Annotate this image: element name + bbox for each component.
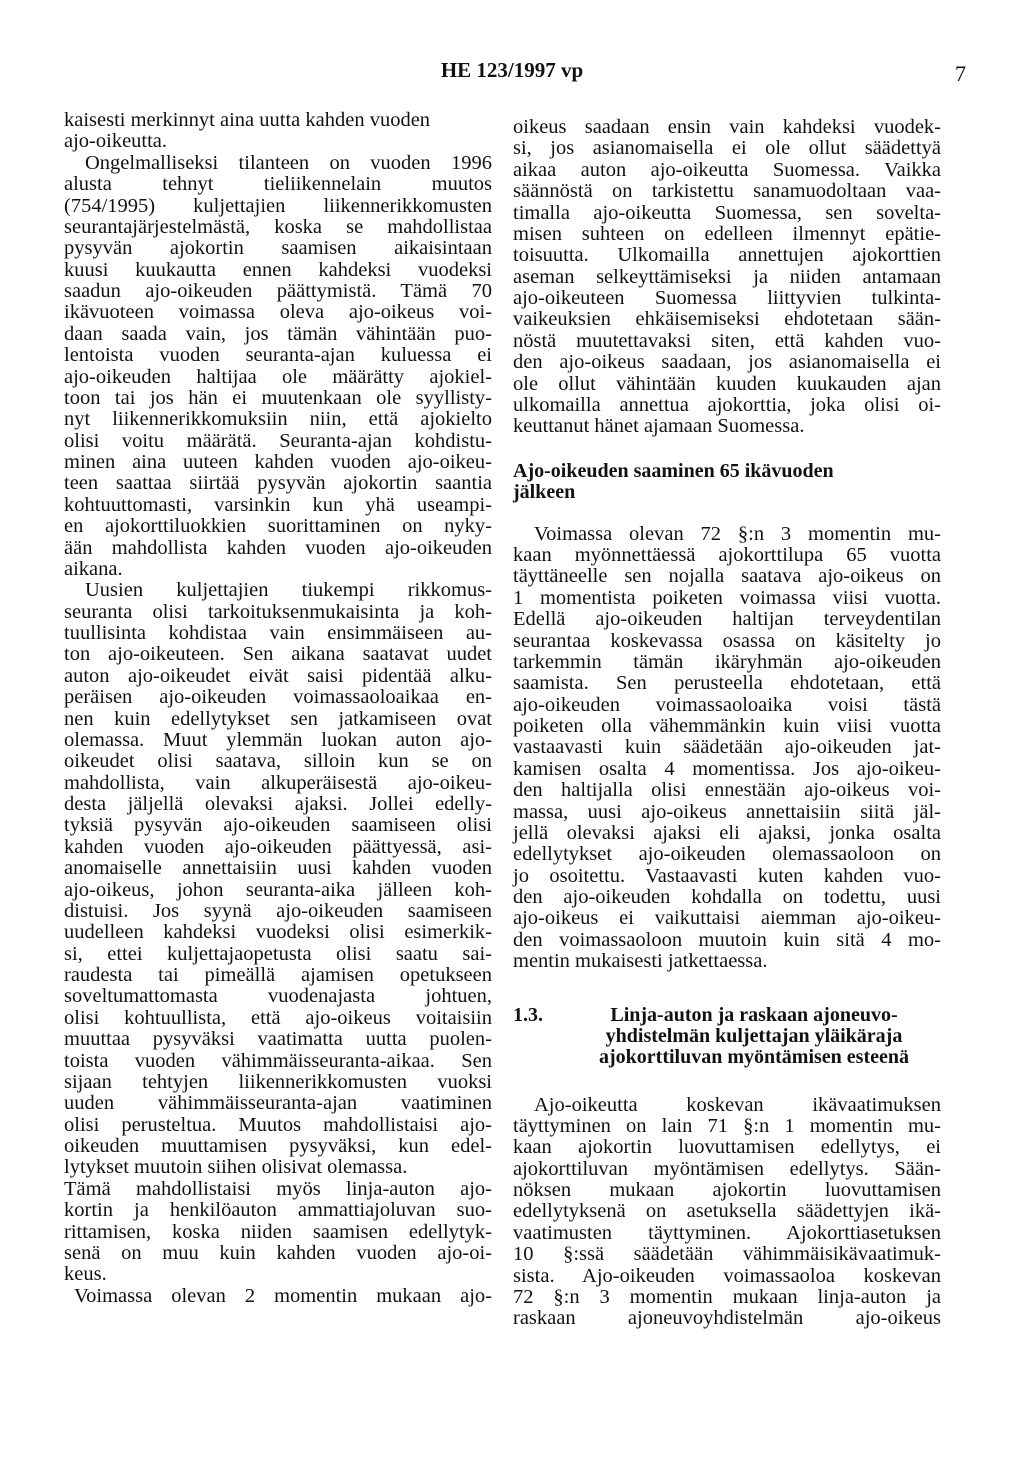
text-line: kaan myönnettäessä ajokorttilupa 65 vuotta — [513, 544, 941, 566]
text-line: tuullisinta kohdistaa vain ensimmäiseen au- — [64, 622, 492, 644]
text-line: kaan ajokortin luovuttamisen edellytys, ei — [513, 1136, 941, 1159]
text-line: edellytyksenä on asetuksella säädettyjen ikä- — [513, 1200, 941, 1223]
text-line: mahdollista, vain alkuperäisestä ajo-oikeu- — [64, 771, 492, 794]
text-line: ajokorttiluvan myöntämisen edellytys. Sään- — [513, 1157, 941, 1180]
paragraph-age-requirement — [513, 1095, 941, 1330]
text-line: toista vuoden vähimmäisseuranta-aikaa. Sen — [64, 1049, 492, 1072]
text-line: ajo-oikeuden haltijaa ole määrätty ajokiel- — [64, 365, 492, 388]
text-line: ajo-oikeuteen Suomessa liittyvien tulkinta- — [513, 287, 941, 309]
text-line: timalla ajo-oikeutta Suomessa, sen soveltа- — [513, 201, 941, 224]
text-line: misen suhteen on edelleen ilmennyt epätie- — [513, 222, 941, 245]
text-line: den ajo-oikeus saadaan, jos asianomaisella ei — [513, 351, 941, 374]
text-line: nen kuin edellytykset sen jatkamiseen ovat — [64, 707, 492, 730]
text-line: alusta tehnyt tieliikennelain muutos — [64, 173, 492, 196]
text-line: vastaavasti kuin säädetään ajo-oikeuden jat- — [513, 736, 941, 759]
text-line: edellytykset ajo-oikeuden olemassaoloon on — [513, 843, 941, 866]
text-line: kohtuuttomasti, varsinkin kun yhä useampi- — [64, 493, 492, 516]
text-line: aikana. — [64, 557, 123, 580]
text-line: nyt liikennerikkomuksiin niin, että ajokielto — [64, 408, 492, 431]
text-line: kahden vuoden ajo-oikeuden päättyessä, asi- — [64, 835, 492, 858]
text-line: Tämä mahdollistaisi myös linja-auton ajo- — [64, 1177, 492, 1200]
text-line: keus. — [64, 1263, 107, 1286]
text-line: auton ajo-oikeudet eivät saisi pidentää alku- — [64, 664, 492, 687]
text-line: keuttanut hänet ajamaan Suomessa. — [513, 415, 805, 438]
text-line: ajo-oikeuden voimassaoloaika voisi tästä — [513, 693, 941, 716]
text-line: aikaa auton ajo-oikeutta Suomessa. Vaikka — [513, 158, 941, 181]
text-line: vaikeuksien ehkäisemiseksi ehdotetaan sään- — [513, 308, 941, 331]
text-line: seuranta olisi tarkoituksenmukaisinta ja koh- — [64, 600, 492, 623]
text-line: 72 §:n 3 momentin mukaan linja-auton ja — [513, 1285, 941, 1308]
text-line: sista. Ajo-oikeuden voimassaoloa koskevan — [513, 1264, 941, 1287]
text-line: Ongelmalliseksi tilanteen on vuoden 1996 — [85, 151, 492, 174]
section-number: 1.3. — [513, 1003, 543, 1026]
paragraph-foreign-licenses — [513, 117, 941, 438]
text-line: toisuutta. Ulkomailla annettujen ajokorttien — [513, 244, 941, 267]
text-line: rittamisen, koska niiden saamisen edellytyk- — [64, 1220, 492, 1243]
text-line: ään mahdollista kahden vuoden ajo-oikeuden — [64, 536, 492, 559]
text-line: tarkemmin tämän ikäryhmän ajo-oikeuden — [513, 650, 941, 673]
text-line: lentoista vuoden seuranta-ajan kuluessa ei — [64, 344, 492, 367]
text-line: 10 §:ssä säädetään vähimmäisikävaatimuk- — [513, 1243, 941, 1266]
text-line: Voimassa olevan 2 momentin mukaan ajo- — [74, 1284, 492, 1307]
text-line: den haltijalla olisi ennestään ajo-oikeus voi- — [513, 779, 941, 802]
text-line: kamisen osalta 4 momentissa. Jos ajo-oikeu- — [513, 757, 941, 780]
text-line: minen aina uuteen kahden vuoden ajo-oikeu- — [64, 451, 492, 473]
paragraph-age-65 — [513, 524, 941, 973]
text-line: vaatimusten täyttyminen. Ajokorttiasetuksen — [513, 1221, 941, 1244]
text-line: aseman selkeyttämiseksi ja niiden antamaan — [513, 265, 941, 288]
text-line: uuden vähimmäisseuranta-ajan vaatiminen — [64, 1092, 492, 1115]
page-header-title: HE 123/1997 vp — [440, 58, 584, 82]
section-heading-1-3 — [513, 1005, 941, 1068]
text-line: senä on muu kuin kahden vuoden ajo-oi- — [64, 1241, 492, 1264]
text-line: saamista. Sen perusteella ehdotetaan, että — [513, 672, 941, 695]
text-line: 1 momentista poiketen voimassa viisi vuotta. — [513, 586, 941, 609]
text-line: oikeuden muuttamisen pysyväksi, kun edel- — [64, 1135, 492, 1157]
text-line: nöstä muutettavaksi siten, että kahden vuo- — [513, 329, 941, 352]
text-line: den voimassaoloon muutoin kuin sitä 4 mo- — [513, 928, 941, 951]
text-line: ajo-oikeus, johon seuranta-aika jälleen koh- — [64, 878, 492, 901]
text-line: ton ajo-oikeuteen. Sen aikana saatavat uudet — [64, 643, 492, 666]
text-line: oikeudet olisi saatava, silloin kun se on — [64, 750, 492, 773]
heading-line: ajokorttiluvan myöntämisen esteenä — [599, 1045, 909, 1068]
text-line: olisi kohtuullista, että ajo-oikeus voitaisiin — [64, 1006, 492, 1029]
text-line: olisi voitu määrätä. Seuranta-ajan kohdistu- — [64, 429, 492, 452]
text-line: sijaan tehtyjen liikennerikkomusten vuoksi — [64, 1070, 492, 1093]
left-column — [64, 110, 492, 1307]
text-line: anomaiselle annettaisiin uusi kahden vuoden — [64, 857, 492, 880]
text-line: olisi perusteltua. Muutos mahdollistaisi ajo- — [64, 1113, 492, 1136]
text-line: massa, uusi ajo-oikeus annettaisiin siitä jäl- — [513, 800, 941, 823]
text-line: ole ollut vähintään kuuden kuukauden ajan — [513, 372, 941, 395]
right-column — [513, 117, 941, 1330]
text-line: seurantajärjestelmästä, koska se mahdollistaa — [64, 215, 492, 238]
text-line: nöksen mukaan ajokortin luovuttamisen — [513, 1179, 941, 1201]
heading-line: Ajo-oikeuden saaminen 65 ikävuoden — [513, 459, 834, 482]
text-line: lytykset muutoin siihen olisivat olemassa. — [64, 1156, 408, 1179]
text-line: ikävuoteen voimassa oleva ajo-oikeus voi- — [64, 301, 492, 324]
text-line: Uusien kuljettajien tiukempi rikkomus- — [85, 579, 492, 602]
text-line: tyksiä pysyvän ajo-oikeuden saamiseen olisi — [64, 814, 492, 837]
text-line: säännöstä on tarkistettu sanamuodoltaan vaa- — [513, 180, 941, 203]
heading-line: Linja-auton ja raskaan ajoneuvo- — [610, 1003, 898, 1026]
section-heading — [513, 461, 941, 503]
text-line: pysyvän ajokortin saamisen aikaisintaan — [64, 237, 492, 260]
left-column-text — [64, 110, 492, 1307]
text-line: kuusi kuukautta ennen kahdeksi vuodeksi — [64, 258, 492, 281]
text-line: si, ettei kuljettajaopetusta olisi saatu sai- — [64, 942, 492, 965]
text-line: den ajo-oikeuden kohdalla on todettu, uusi — [513, 886, 941, 908]
text-line: en ajokorttiluokkien suorittaminen on nyky- — [64, 515, 492, 538]
text-line: jo osoitettu. Vastaavasti kuten kahden vuo- — [513, 864, 941, 887]
text-line: Edellä ajo-oikeuden haltijan terveydentilan — [513, 608, 941, 631]
text-line: saadun ajo-oikeuden päättymistä. Tämä 70 — [64, 280, 492, 302]
text-line: ulkomailla annettua ajokorttia, joka olisi oi- — [513, 393, 941, 416]
text-line: raudesta tai pimeällä ajamisen opetukseen — [64, 964, 492, 986]
text-line: oikeus saadaan ensin vain kahdeksi vuodek- — [513, 116, 941, 138]
heading-line: jälkeen — [513, 480, 576, 503]
text-line: täyttyminen on lain 71 §:n 1 momentin mu- — [513, 1114, 941, 1137]
text-line: olemassa. Muut ylemmän luokan auton ajo- — [64, 728, 492, 751]
text-line: peräisen ajo-oikeuden voimassaoloaikaa en- — [64, 686, 492, 709]
text-line: Voimassa olevan 72 §:n 3 momentin mu- — [534, 522, 941, 545]
text-line: kortin ja henkilöauton ammattiajoluvan suo- — [64, 1199, 492, 1222]
text-line: si, jos asianomaisella ei ole ollut säädettyä — [513, 137, 941, 160]
text-line: mentin mukaisesti jatkettaessa. — [513, 950, 768, 973]
page-number: 7 — [955, 61, 966, 86]
text-line: täyttäneelle sen nojalla saatava ajo-oikeus on — [513, 565, 941, 588]
text-line: desta jäljellä olevaksi ajaksi. Jollei edelly- — [64, 793, 492, 815]
text-line: toon tai jos hän ei muutenkaan ole syyllisty- — [64, 386, 492, 409]
text-line: uudelleen kahdeksi vuodeksi olisi esimerkik- — [64, 921, 492, 944]
text-line: distuisi. Jos syynä ajo-oikeuden saamiseen — [64, 899, 492, 922]
text-line: ajo-oikeus ei vaikuttaisi aiemman ajo-oikeu- — [513, 907, 941, 930]
text-line: raskaan ajoneuvoyhdistelmän ajo-oikeus — [513, 1307, 941, 1330]
text-line: jellä olevaksi ajaksi eli ajaksi, jonka osalta — [513, 821, 941, 844]
heading-line: yhdistelmän kuljettajan yläikäraja — [605, 1024, 903, 1047]
text-line: daan saada vain, jos tämän vähintään puo- — [64, 322, 492, 345]
text-line: teen saattaa siirtää pysyvän ajokortin saantia — [64, 472, 492, 495]
text-line: Ajo-oikeutta koskevan ikävaatimuksen — [534, 1093, 941, 1116]
text-line: seurantaa koskevassa osassa on käsitelty jo — [513, 629, 941, 652]
text-line: kaisesti merkinnyt aina uutta kahden vuoden — [64, 109, 431, 131]
text-line: (754/1995) kuljettajien liikennerikkomusten — [64, 194, 492, 217]
text-line: soveltumattomasta vuodenajasta johtuen, — [64, 985, 492, 1008]
text-line: muuttaa pysyväksi vaatimatta uutta puolen- — [64, 1028, 492, 1051]
text-line: poiketen olla vähemmänkin kuin viisi vuotta — [513, 715, 941, 737]
text-line: ajo-oikeutta. — [64, 130, 168, 153]
